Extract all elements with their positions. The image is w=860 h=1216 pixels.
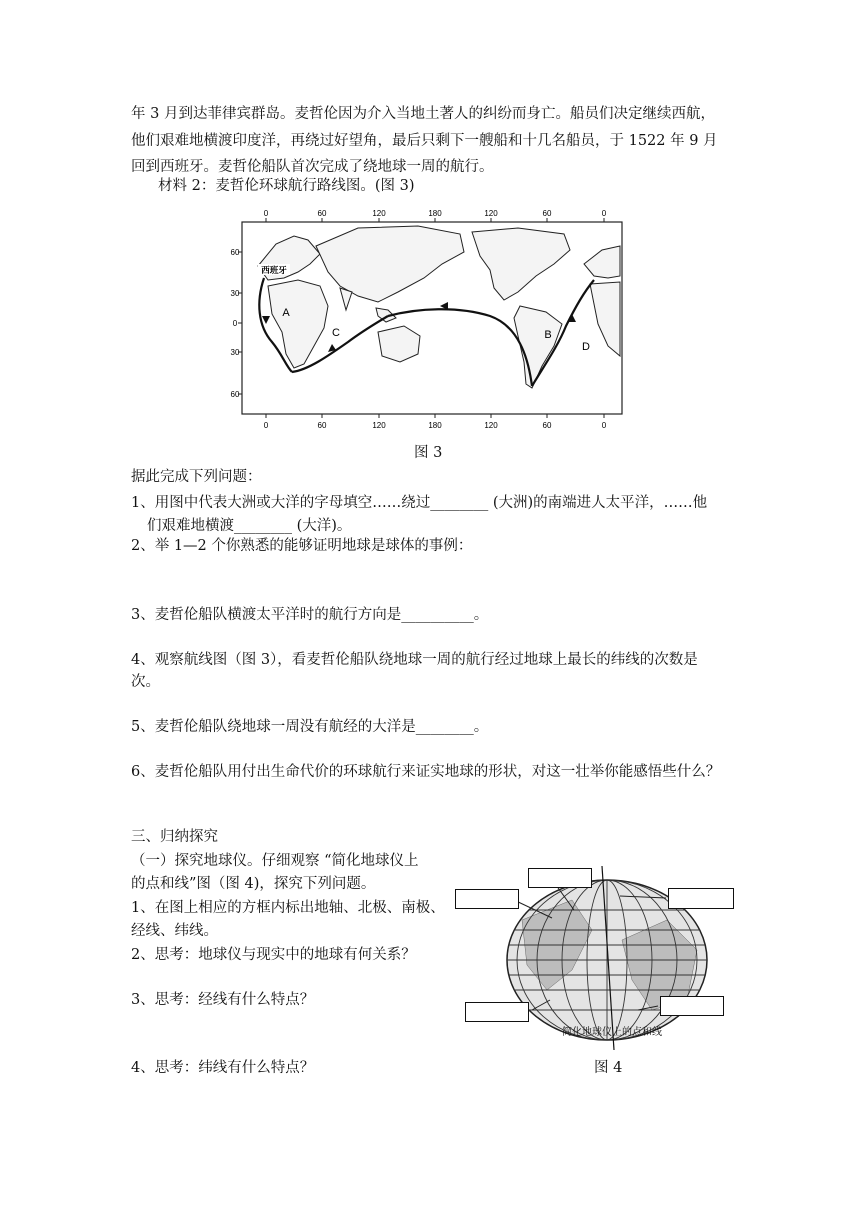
- map-bottom-tick: 60: [542, 421, 552, 430]
- map-top-tick: 180: [428, 209, 442, 218]
- map-top-tick: 120: [484, 209, 498, 218]
- map-left-tick: 0: [232, 319, 238, 328]
- task-4: 4、思考：纬线有什么特点？: [131, 1060, 315, 1076]
- map-bottom-tick: 0: [263, 421, 269, 430]
- label-box-upper-right[interactable]: [668, 888, 734, 909]
- map-left-tick: 60: [230, 390, 240, 399]
- map-bottom-tick: 0: [601, 421, 607, 430]
- globe-figure: [452, 860, 742, 1050]
- question-3: 3、麦哲伦船队横渡太平洋时的航行方向是__________。: [131, 607, 489, 623]
- paragraph-line-2: 他们艰难地横渡印度洋，再绕过好望角，最后只剩下一艘船和十几名船员，于 1522 年 9 月: [131, 133, 718, 149]
- question-5: 5、麦哲伦船队绕地球一周没有航经的大洋是________。: [131, 719, 489, 735]
- question-4-line-1: 4、观察航线图（图 3），看麦哲伦船队绕地球一周的航行经过地球上最长的纬线的次数是: [131, 652, 698, 668]
- map-left-tick: 60: [230, 248, 240, 257]
- magellan-route-map: [228, 206, 634, 434]
- task-3: 3、思考：经线有什么特点？: [131, 992, 315, 1008]
- label-box-lower-left[interactable]: [465, 1002, 529, 1022]
- label-box-top[interactable]: [528, 868, 592, 888]
- letter-c: C: [332, 327, 340, 339]
- material-2-heading: 材料 2：麦哲伦环球航行路线图。(图 3): [158, 178, 415, 194]
- label-box-lower-right[interactable]: [660, 996, 724, 1016]
- section-3-sub-line-2: 的点和线”图（图 4)，探究下列问题。: [131, 876, 376, 892]
- question-4-line-2: 次。: [131, 674, 160, 690]
- map-bottom-tick: 60: [317, 421, 327, 430]
- task-1-line-1: 1、在图上相应的方框内标出地轴、北极、南极、: [131, 900, 445, 916]
- task-1-line-2: 经线、纬线。: [131, 923, 218, 939]
- globe-caption: 简化地球仪上的点和线: [562, 1027, 662, 1038]
- paragraph-line-1: 年 3 月到达菲律宾群岛。麦哲伦因为介入当地土著人的纠纷而身亡。船员们决定继续西航，: [131, 106, 715, 122]
- map-bottom-tick: 180: [428, 421, 442, 430]
- map-left-tick: 30: [230, 289, 240, 298]
- question-1-line-1: 1、用图中代表大洲或大洋的字母填空……绕过________ (大洲)的南端进人太平洋，……他: [131, 495, 708, 511]
- map-top-tick: 0: [601, 209, 607, 218]
- question-1-line-2: 们艰难地横渡________ (大洋)。: [147, 518, 352, 534]
- letter-b: B: [544, 329, 552, 341]
- questions-intro: 据此完成下列问题：: [131, 469, 262, 485]
- map-bottom-tick: 120: [484, 421, 498, 430]
- question-6: 6、麦哲伦船队用付出生命代价的环球航行来证实地球的形状，对这一壮举你能感悟些什么？: [131, 764, 721, 780]
- question-2: 2、举 1—2 个你熟悉的能够证明地球是球体的事例：: [131, 538, 473, 554]
- map-top-tick: 60: [317, 209, 327, 218]
- letter-d: D: [582, 341, 590, 353]
- section-3-heading: 三、归纳探究: [131, 829, 218, 845]
- map-top-tick: 0: [263, 209, 269, 218]
- section-3-sub-line-1: （一）探究地球仪。仔细观察 “简化地球仪上: [131, 853, 419, 869]
- label-box-upper-left[interactable]: [455, 889, 519, 909]
- figure-4-caption: 图 4: [594, 1060, 623, 1076]
- map-bottom-tick: 120: [372, 421, 386, 430]
- map-top-tick: 120: [372, 209, 386, 218]
- letter-a: A: [282, 307, 290, 319]
- map-top-tick: 60: [542, 209, 552, 218]
- spain-label: 西班牙: [261, 265, 287, 275]
- figure-3-caption: 图 3: [414, 445, 443, 461]
- map-left-tick: 30: [230, 348, 240, 357]
- paragraph-line-3: 回到西班牙。麦哲伦船队首次完成了绕地球一周的航行。: [131, 159, 494, 175]
- task-2: 2、思考：地球仪与现实中的地球有何关系？: [131, 947, 416, 963]
